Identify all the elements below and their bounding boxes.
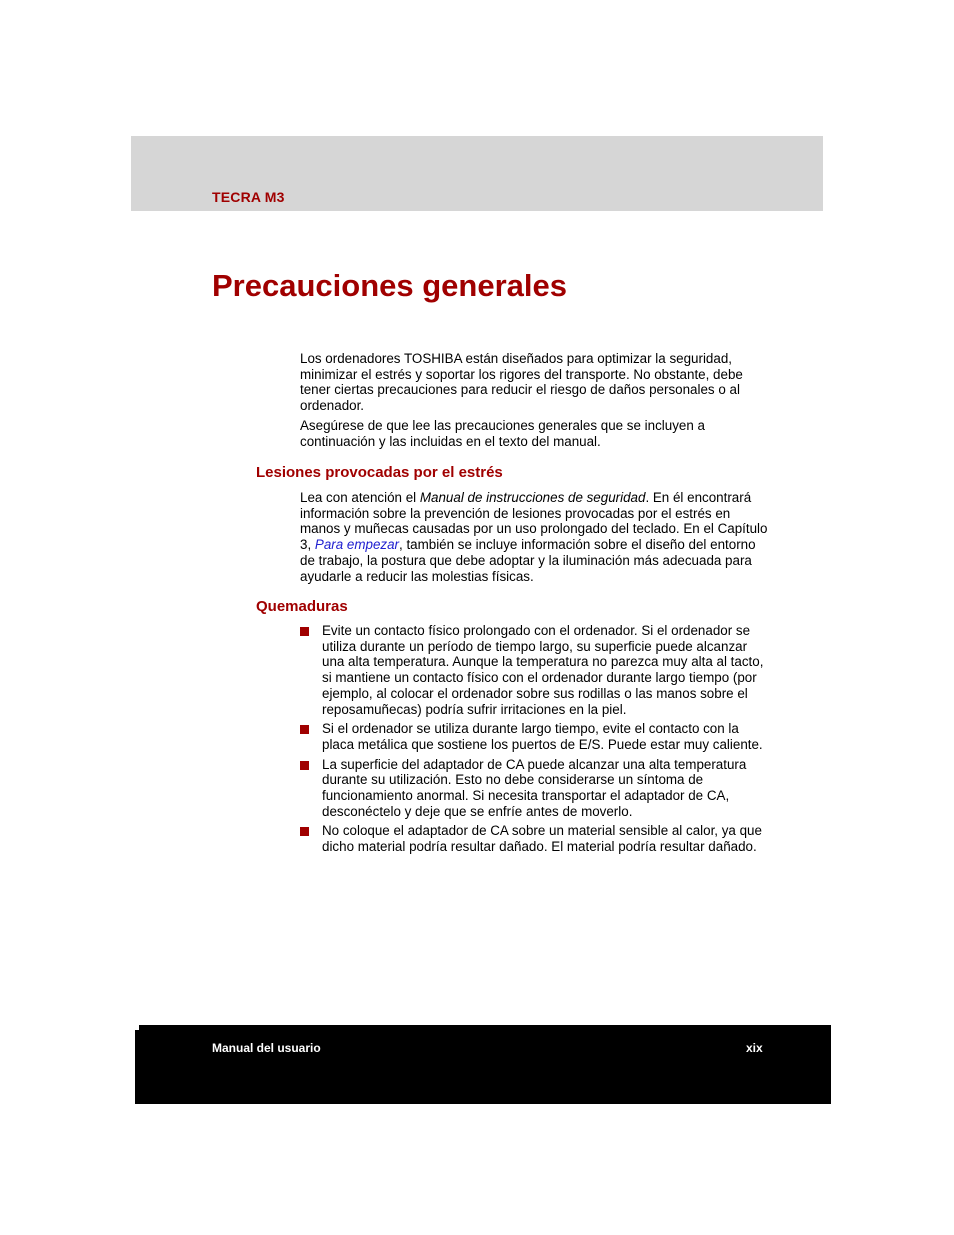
chapter-link[interactable]: Para empezar — [314, 537, 399, 553]
page-title: Precauciones generales — [212, 268, 567, 303]
list-item — [300, 823, 770, 854]
footer-page-number: xix — [746, 1041, 763, 1055]
stress-text-1: Lea con atención el — [300, 490, 420, 505]
list-item-text: La superficie del adaptador de CA puede alcanzar una alta temperatura durante su utilización. Esto no debe considerarse un síntoma de funcionamiento anormal. Si necesita transportar el adaptador de CA, desconéctelo y deje que se enfríe antes de moverlo. — [322, 756, 747, 819]
list-item — [300, 721, 770, 752]
intro-paragraph-2: Asegúrese de que lee las precauciones generales que se incluyen a continuación y las incluidas en el texto del manual. — [300, 418, 705, 449]
square-bullet-icon — [300, 761, 309, 770]
stress-text-2: . En él encontrará información sobre la prevención de lesiones provocadas por el estrés en manos y muñecas causadas por un uso prolongado del teclado. En el Capítulo 3, — [300, 490, 768, 553]
square-bullet-icon — [300, 827, 309, 836]
burns-list — [300, 623, 770, 859]
list-item — [300, 623, 770, 717]
list-item-text: Si el ordenador se utiliza durante largo tiempo, evite el contacto con la placa metálica que sostiene los puertos de E/S. Puede estar muy caliente. — [322, 721, 763, 752]
intro-paragraph-1: Los ordenadores TOSHIBA están diseñados para optimizar la seguridad, minimizar el estrés y soportar los rigores del transporte. No obstante, debe tener ciertas precauciones para reducir el riesgo de daños personales o al ordenador. — [300, 351, 743, 414]
list-item-text: No coloque el adaptador de CA sobre un material sensible al calor, ya que dicho material podría resultar dañado. El material podría resultar dañado. — [322, 823, 762, 855]
stress-section-heading: Lesiones provocadas por el estrés — [256, 464, 503, 481]
stress-text-3: , también se incluye información sobre el diseño del entorno de trabajo, la postura que debe adoptar y la iluminación más adecuada para ayudarle a reducir las molestias físicas. — [300, 537, 756, 584]
product-name: TECRA M3 — [212, 189, 285, 205]
manual-title: Manual de instrucciones de seguridad — [419, 490, 646, 505]
burns-section-heading: Quemaduras — [256, 598, 348, 615]
list-item-text: Evite un contacto físico prolongado con el ordenador. Si el ordenador se utiliza durante un período de tiempo largo, su superficie puede alcanzar una alta temperatura. Aunque la temperatura no parezca muy alta al tacto, si mantiene un contacto físico con el ordenador durante largo tiempo (por ejemplo, al colocar el ordenador sobre sus rodillas o las manos sobre el reposamuñecas) podría sufrir irritaciones en la piel. — [322, 623, 764, 717]
square-bullet-icon — [300, 725, 309, 734]
stress-paragraph — [300, 490, 770, 584]
list-item — [300, 757, 770, 820]
footer-band — [139, 1025, 831, 1102]
footer-manual-title: Manual del usuario — [212, 1041, 321, 1055]
square-bullet-icon — [300, 627, 309, 636]
